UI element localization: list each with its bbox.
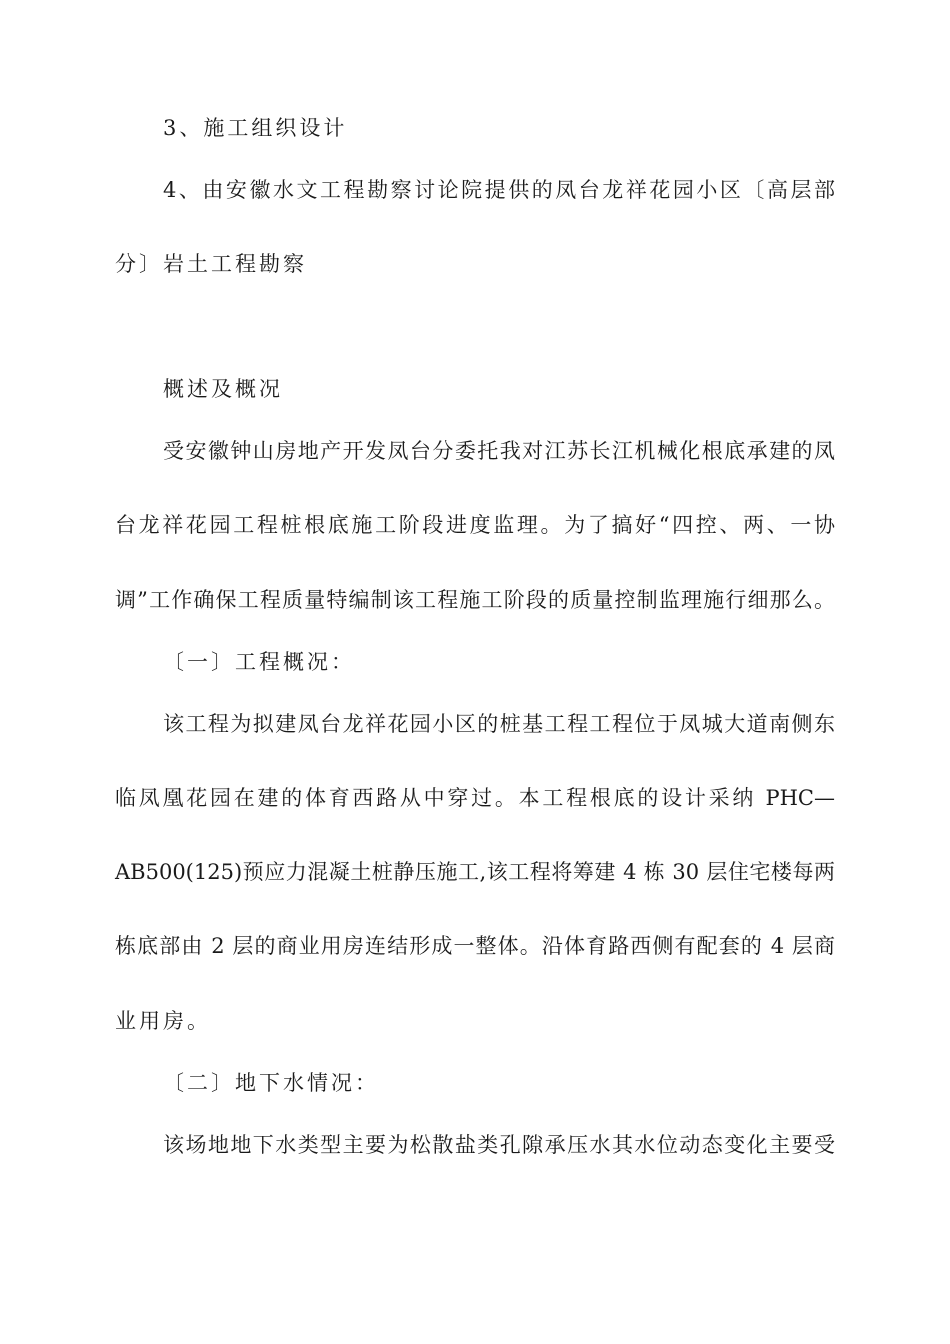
list-item-3: 3、施工组织设计 [163, 116, 348, 140]
paragraph-project-line-1: 该工程为拟建凤台龙祥花园小区的桩基工程工程位于凤城大道南侧东 [163, 712, 835, 736]
paragraph-project-line-4: 栋底部由 2 层的商业用房连结形成一整体。沿体育路西侧有配套的 4 层商 [115, 934, 835, 958]
list-item-4-line-2: 分〕岩土工程勘察 [115, 252, 307, 276]
paragraph-intro-line-2: 台龙祥花园工程桩根底施工阶段进度监理。为了搞好“四控、两、一协 [115, 513, 835, 537]
paragraph-project-line-2: 临凤凰花园在建的体育西路从中穿过。本工程根底的设计采纳 PHC— [115, 786, 835, 810]
section-heading-groundwater: 〔二〕地下水情况： [163, 1071, 379, 1095]
paragraph-groundwater-line-1: 该场地地下水类型主要为松散盐类孔隙承压水其水位动态变化主要受 [163, 1133, 835, 1157]
section-heading-overview: 概述及概况 [163, 377, 283, 401]
paragraph-project-line-3: AB500(125)预应力混凝土桩静压施工,该工程将筹建 4 栋 30 层住宅楼每两 [115, 860, 835, 884]
list-item-4-line-1: 4、由安徽水文工程勘察讨论院提供的凤台龙祥花园小区〔高层部 [163, 178, 835, 202]
paragraph-intro-line-3: 调”工作确保工程质量特编制该工程施工阶段的质量控制监理施行细那么。 [115, 588, 835, 612]
paragraph-intro-line-1: 受安徽钟山房地产开发凤台分委托我对江苏长江机械化根底承建的凤 [163, 439, 835, 463]
section-heading-project-overview: 〔一〕工程概况： [163, 650, 355, 674]
paragraph-project-line-5: 业用房。 [115, 1009, 211, 1033]
